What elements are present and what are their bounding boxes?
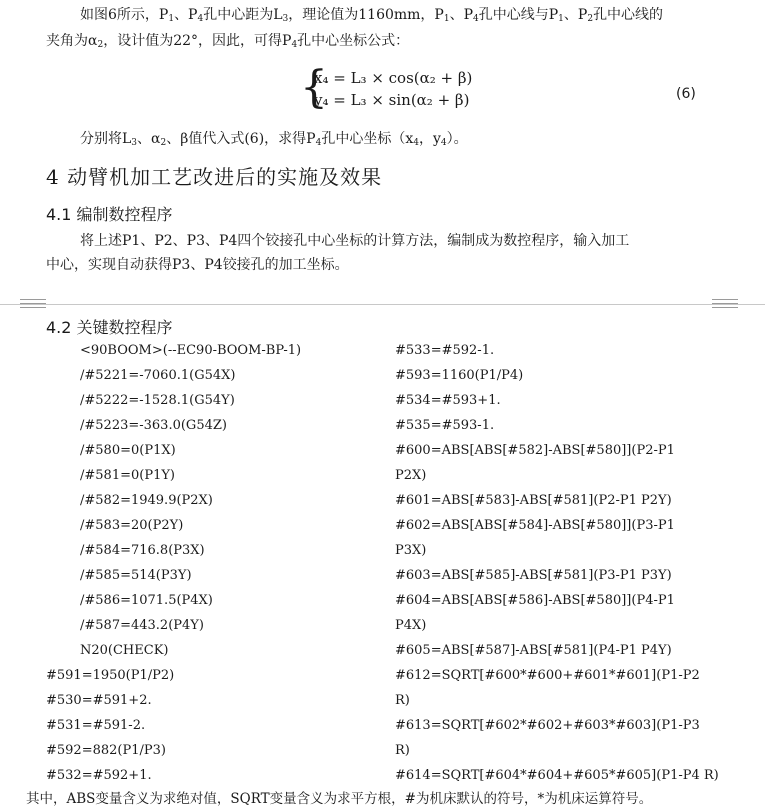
text: 如图6所示，P — [80, 7, 169, 23]
code-line: R) — [395, 693, 410, 708]
text: 、P — [174, 7, 198, 23]
text: 孔中心线的 — [593, 7, 664, 23]
code-line: N20(CHECK) — [80, 643, 169, 658]
code-line: /#5223=-363.0(G54Z) — [80, 418, 227, 433]
code-line: P3X) — [395, 543, 427, 558]
subscript: 3 — [282, 14, 289, 24]
code-line: #533=#592-1. — [395, 343, 495, 358]
code-line: #535=#593-1. — [395, 418, 495, 433]
text: ）。 — [446, 131, 468, 147]
paragraph-line: 将上述P1、P2、P3、P4四个铰接孔中心坐标的计算方法，编制成为数控程序，输入加工 — [80, 233, 630, 249]
code-line: #593=1160(P1/P4) — [395, 368, 524, 383]
code-line: #592=882(P1/P3) — [46, 743, 166, 758]
formula-brace: { — [300, 62, 328, 113]
code-line: /#587=443.2(P4Y) — [80, 618, 204, 633]
code-line: /#5221=-7060.1(G54X) — [80, 368, 236, 383]
code-line: #534=#593+1. — [395, 393, 501, 408]
code-line: #600=ABS[ABS[#582]-ABS[#580]](P2-P1 — [395, 443, 675, 458]
text: 分别将L — [80, 131, 132, 147]
text: 、P — [563, 7, 588, 23]
text: 夹角为α — [46, 33, 98, 49]
page-separator — [0, 304, 765, 305]
code-line: #613=SQRT[#602*#602+#603*#603](P1-P3 — [395, 718, 700, 733]
text: 、β值代入式(6)，求得P — [166, 131, 316, 147]
subscript: 2 — [587, 14, 594, 24]
code-line: #603=ABS[#585]-ABS[#581](P3-P1 P3Y) — [395, 568, 672, 583]
code-line: P2X) — [395, 468, 427, 483]
text: 孔中心线与P — [478, 7, 559, 23]
subscript: 4 — [315, 138, 322, 148]
formula-number: (6) — [676, 86, 696, 102]
footnote: 其中，ABS变量含义为求绝对值，SQRT变量含义为求平方根，#为机床默认的符号，*为机床运算符号。 — [26, 791, 653, 807]
page-corner-mark — [20, 299, 46, 309]
paragraph-line — [80, 130, 468, 152]
text: ，y — [418, 131, 441, 147]
subscript: 4 — [291, 40, 298, 50]
code-line: #601=ABS[#583]-ABS[#581](P2-P1 P2Y) — [395, 493, 672, 508]
code-line: #604=ABS[ABS[#586]-ABS[#580]](P4-P1 — [395, 593, 675, 608]
subscript: 1 — [168, 14, 175, 24]
code-line: #530=#591+2. — [46, 693, 152, 708]
subscript: 4 — [473, 14, 479, 24]
subscript: 1 — [443, 14, 450, 24]
paragraph-line: 中心，实现自动获得P3、P4铰接孔的加工坐标。 — [46, 257, 349, 273]
code-line: #602=ABS[ABS[#584]-ABS[#580]](P3-P1 — [395, 518, 675, 533]
code-line: P4X) — [395, 618, 427, 633]
code-line: #612=SQRT[#600*#600+#601*#601](P1-P2 — [395, 668, 700, 683]
paragraph-line — [46, 32, 409, 54]
code-line: /#581=0(P1Y) — [80, 468, 175, 483]
subscript: 2 — [97, 40, 104, 50]
code-line: #531=#591-2. — [46, 718, 146, 733]
subscript: 1 — [558, 14, 564, 24]
subscript: 4 — [197, 14, 204, 24]
code-line: /#582=1949.9(P2X) — [80, 493, 213, 508]
page-corner-mark — [712, 299, 738, 309]
code-line: #614=SQRT[#604*#604+#605*#605](P1-P4 R) — [395, 768, 719, 783]
subscript: 3 — [131, 138, 138, 148]
subscript: 4 — [413, 138, 419, 148]
text: 、α — [137, 131, 161, 147]
text: 孔中心距为L — [203, 7, 283, 23]
text: ，设计值为22°，因此，可得P — [103, 33, 292, 49]
subscript: 4 — [440, 138, 447, 148]
paragraph-line — [80, 6, 663, 28]
text: 、P — [449, 7, 474, 23]
section-heading: 4 动臂机加工艺改进后的实施及效果 — [46, 165, 383, 189]
code-line: /#580=0(P1X) — [80, 443, 176, 458]
code-line: /#585=514(P3Y) — [80, 568, 192, 583]
code-line: /#5222=-1528.1(G54Y) — [80, 393, 235, 408]
code-line: #591=1950(P1/P2) — [46, 668, 175, 683]
subsection-heading: 4.2 关键数控程序 — [46, 318, 173, 337]
code-line: #532=#592+1. — [46, 768, 152, 783]
text: ，理论值为1160mm，P — [288, 7, 444, 23]
code-line: <90BOOM>(--EC90-BOOM-BP-1) — [80, 343, 302, 358]
text: 孔中心坐标（x — [321, 131, 414, 147]
code-line: R) — [395, 743, 410, 758]
code-line: /#586=1071.5(P4X) — [80, 593, 213, 608]
code-line: /#584=716.8(P3X) — [80, 543, 205, 558]
subsection-heading: 4.1 编制数控程序 — [46, 205, 173, 224]
code-line: /#583=20(P2Y) — [80, 518, 184, 533]
subscript: 2 — [160, 138, 167, 148]
formula-line-2: y₄ = L₃ × sin(α₂ + β) — [314, 91, 470, 109]
formula-line-1: x₄ = L₃ × cos(α₂ + β) — [314, 69, 473, 87]
code-line: #605=ABS[#587]-ABS[#581](P4-P1 P4Y) — [395, 643, 672, 658]
text: 孔中心坐标公式： — [297, 33, 410, 49]
